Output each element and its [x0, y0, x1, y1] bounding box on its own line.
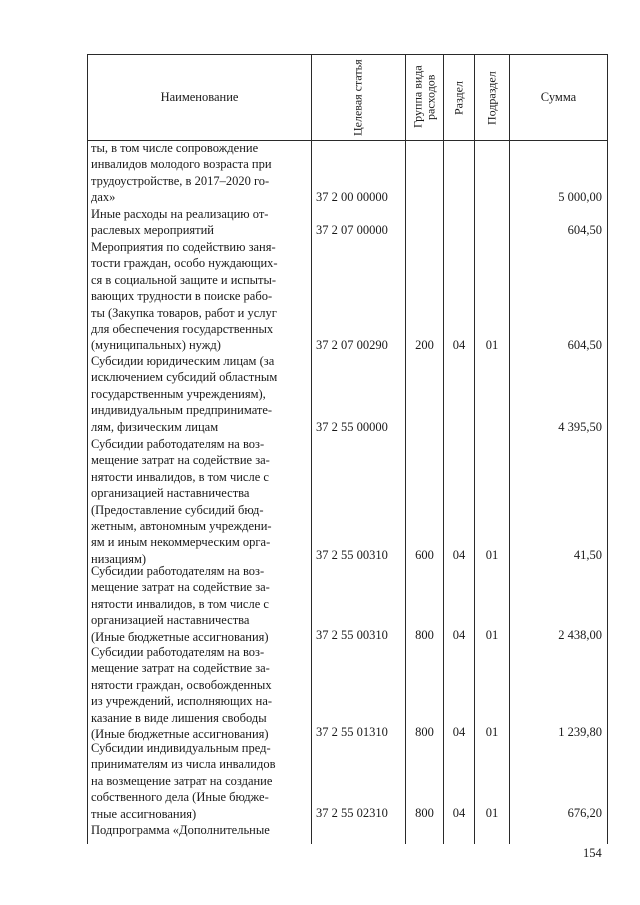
name-line: лям, физическим лицам — [91, 419, 219, 434]
name-line: (Иные бюджетные ассигнования) — [91, 727, 269, 742]
row-name — [91, 353, 305, 435]
name-line: из учреждений, исполняющих на- — [91, 694, 273, 709]
row-group: 600 — [415, 548, 434, 562]
row-group: 200 — [415, 338, 434, 352]
name-line: организацией наставничества — [91, 613, 250, 628]
name-line: нятости инвалидов, в том числе с — [91, 469, 269, 484]
header-subsection: Подраздел — [484, 71, 499, 125]
row-name — [91, 239, 305, 354]
name-line: Субсидии работодателям на воз- — [91, 437, 265, 451]
name-line: тости граждан, особо нуждающих- — [91, 256, 278, 271]
name-line: вающих трудности в поиске рабо- — [91, 289, 273, 304]
row-subsection: 01 — [485, 806, 499, 820]
row-sum: 604,50 — [567, 338, 602, 352]
name-line: Иные расходы на реализацию от- — [91, 207, 269, 221]
row-code: 37 2 55 01310 — [316, 725, 388, 739]
name-line: Субсидии юридическим лицам (за — [91, 354, 275, 368]
name-line: казание в виде лишения свободы — [91, 710, 267, 725]
name-line: (Иные бюджетные ассигнования) — [91, 629, 269, 644]
row-name — [91, 822, 305, 838]
name-line: инвалидов молодого возраста при — [91, 157, 272, 172]
name-line: ям и иным некоммерческим орга- — [91, 535, 271, 550]
row-name — [91, 436, 305, 567]
name-line: Субсидии работодателям на воз- — [91, 645, 265, 659]
header-name: Наименование — [160, 90, 239, 104]
row-section: 04 — [452, 338, 466, 352]
row-code: 37 2 55 00310 — [316, 548, 388, 562]
row-subsection: 01 — [485, 725, 499, 739]
row-code: 37 2 00 00000 — [316, 190, 388, 204]
col-border-left — [87, 54, 88, 844]
row-group: 800 — [415, 628, 434, 642]
name-line: мещение затрат на содействие за- — [91, 661, 270, 676]
row-name — [91, 563, 305, 645]
name-line: ты (Закупка товаров, работ и услуг — [91, 305, 277, 320]
name-line: принимателям из числа инвалидов — [91, 757, 276, 772]
name-line: на возмещение затрат на создание — [91, 773, 273, 788]
table-top-border — [87, 54, 608, 55]
header-section: Раздел — [451, 81, 466, 115]
row-code: 37 2 55 00310 — [316, 628, 388, 642]
row-subsection: 01 — [485, 628, 499, 642]
name-line: для обеспечения государственных — [91, 322, 274, 337]
name-line: трудоустройстве, в 2017–2020 го- — [91, 173, 270, 188]
row-code: 37 2 07 00290 — [316, 338, 388, 352]
row-sum: 5 000,00 — [558, 190, 602, 204]
name-line: Мероприятия по содействию заня- — [91, 240, 276, 254]
row-section: 04 — [452, 628, 466, 642]
row-sum: 1 239,80 — [558, 725, 602, 739]
name-line: мещение затрат на содействие за- — [91, 580, 270, 595]
row-sum: 676,20 — [567, 806, 602, 820]
name-line: раслевых мероприятий — [91, 223, 214, 238]
row-name — [91, 206, 305, 239]
header-target-article: Целевая статья — [350, 59, 365, 137]
name-line: (муниципальных) нужд) — [91, 338, 221, 353]
name-line: тные ассигнования) — [91, 806, 197, 821]
name-line: исключением субсидий областным — [91, 370, 278, 385]
name-line: жетным, автономным учреждени- — [91, 519, 272, 534]
name-line: Подпрограмма «Дополнительные — [91, 823, 270, 837]
row-code: 37 2 07 00000 — [316, 223, 388, 237]
row-sum: 4 395,50 — [558, 420, 602, 434]
name-line: организацией наставничества — [91, 486, 250, 501]
row-name — [91, 740, 305, 822]
col-border-right — [607, 54, 608, 844]
row-group: 800 — [415, 725, 434, 739]
row-section: 04 — [452, 548, 466, 562]
row-section: 04 — [452, 725, 466, 739]
row-code: 37 2 55 02310 — [316, 806, 388, 820]
page-number: 154 — [583, 846, 602, 860]
name-line: Субсидии работодателям на воз- — [91, 564, 265, 578]
row-section: 04 — [452, 806, 466, 820]
row-sum: 2 438,00 — [558, 628, 602, 642]
name-line: дах» — [91, 190, 116, 205]
row-code: 37 2 55 00000 — [316, 420, 388, 434]
name-line: собственного дела (Иные бюдже- — [91, 790, 269, 805]
col-border-name — [311, 54, 312, 844]
row-group: 800 — [415, 806, 434, 820]
row-subsection: 01 — [485, 548, 499, 562]
header-sum: Сумма — [540, 90, 577, 104]
name-line: индивидуальным предпринимате- — [91, 403, 273, 418]
name-line: Субсидии индивидуальным пред- — [91, 741, 271, 755]
name-line: нятости инвалидов, в том числе с — [91, 596, 269, 611]
row-subsection: 01 — [485, 338, 499, 352]
row-name — [91, 644, 305, 742]
header-expense-group: Группа вида расходов — [410, 65, 438, 129]
name-line: ся в социальной защите и испыты- — [91, 272, 277, 287]
name-line: (Предоставление субсидий бюд- — [91, 502, 264, 517]
name-line: нятости граждан, освобожденных — [91, 677, 272, 692]
name-line: государственным учреждениям), — [91, 386, 266, 401]
name-line: низациям) — [91, 551, 147, 566]
name-line: ты, в том числе сопровождение — [91, 141, 259, 155]
name-line: мещение затрат на содействие за- — [91, 453, 270, 468]
row-sum: 41,50 — [573, 548, 602, 562]
row-name — [91, 140, 305, 206]
row-sum: 604,50 — [567, 223, 602, 237]
